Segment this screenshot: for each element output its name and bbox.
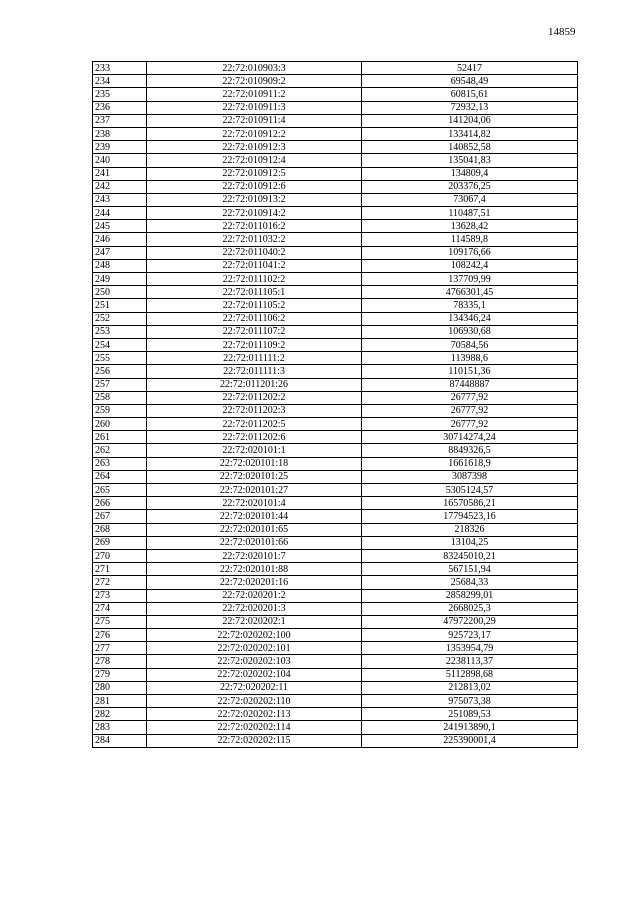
cadastral-number-cell: 22:72:011202:5 (147, 418, 362, 431)
table-row (93, 180, 578, 193)
value-cell: 5305124,57 (362, 484, 578, 497)
cadastral-number-cell: 22:72:020202:104 (147, 668, 362, 681)
cadastral-number-cell: 22:72:011109:2 (147, 338, 362, 351)
table-row (93, 708, 578, 721)
cadastral-number-cell: 22:72:010912:4 (147, 154, 362, 167)
row-number-cell: 260 (93, 418, 147, 431)
table-row (93, 484, 578, 497)
row-number-cell: 264 (93, 470, 147, 483)
row-number-cell: 242 (93, 180, 147, 193)
cadastral-number-cell: 22:72:020202:101 (147, 642, 362, 655)
cadastral-number-cell: 22:72:011032:2 (147, 233, 362, 246)
row-number-cell: 253 (93, 325, 147, 338)
value-cell: 113988,6 (362, 352, 578, 365)
row-number-cell: 265 (93, 484, 147, 497)
table-body (93, 62, 578, 748)
value-cell: 133414,82 (362, 127, 578, 140)
table-row (93, 510, 578, 523)
value-cell: 110487,51 (362, 207, 578, 220)
value-cell: 25684,33 (362, 576, 578, 589)
value-cell: 13628,42 (362, 220, 578, 233)
table-row (93, 734, 578, 747)
cadastral-number-cell: 22:72:011111:3 (147, 365, 362, 378)
row-number-cell: 261 (93, 431, 147, 444)
value-cell: 47972200,29 (362, 615, 578, 628)
row-number-cell: 248 (93, 259, 147, 272)
value-cell: 78335,1 (362, 299, 578, 312)
cadastral-number-cell: 22:72:020202:115 (147, 734, 362, 747)
table-row (93, 312, 578, 325)
table-row (93, 629, 578, 642)
value-cell: 26777,92 (362, 418, 578, 431)
row-number-cell: 276 (93, 629, 147, 642)
table-row (93, 721, 578, 734)
table-row (93, 101, 578, 114)
cadastral-number-cell: 22:72:010909:2 (147, 75, 362, 88)
value-cell: 8849326,5 (362, 444, 578, 457)
table-row (93, 259, 578, 272)
table-row (93, 642, 578, 655)
cadastral-number-cell: 22:72:020101:27 (147, 484, 362, 497)
row-number-cell: 274 (93, 602, 147, 615)
row-number-cell: 269 (93, 536, 147, 549)
value-cell: 218326 (362, 523, 578, 536)
row-number-cell: 257 (93, 378, 147, 391)
row-number-cell: 272 (93, 576, 147, 589)
cadastral-number-cell: 22:72:010912:2 (147, 127, 362, 140)
page-number: 14859 (548, 26, 576, 38)
value-cell: 108242,4 (362, 259, 578, 272)
cadastral-number-cell: 22:72:010912:6 (147, 180, 362, 193)
cadastral-number-cell: 22:72:020202:100 (147, 629, 362, 642)
cadastral-number-cell: 22:72:020202:103 (147, 655, 362, 668)
cadastral-number-cell: 22:72:011202:2 (147, 391, 362, 404)
value-cell: 2858299,01 (362, 589, 578, 602)
value-cell: 975073,38 (362, 695, 578, 708)
row-number-cell: 256 (93, 365, 147, 378)
value-cell: 70584,56 (362, 338, 578, 351)
table-row (93, 404, 578, 417)
cadastral-number-cell: 22:72:011111:2 (147, 352, 362, 365)
row-number-cell: 278 (93, 655, 147, 668)
value-cell: 1661618,9 (362, 457, 578, 470)
cadastral-number-cell: 22:72:010911:2 (147, 88, 362, 101)
table-row (93, 114, 578, 127)
value-cell: 203376,25 (362, 180, 578, 193)
table-row (93, 444, 578, 457)
table-row (93, 246, 578, 259)
cadastral-number-cell: 22:72:011106:2 (147, 312, 362, 325)
cadastral-number-cell: 22:72:010913:2 (147, 193, 362, 206)
row-number-cell: 282 (93, 708, 147, 721)
cadastral-number-cell: 22:72:020101:65 (147, 523, 362, 536)
row-number-cell: 235 (93, 88, 147, 101)
cadastral-number-cell: 22:72:020202:11 (147, 681, 362, 694)
table-row (93, 220, 578, 233)
value-cell: 13104,25 (362, 536, 578, 549)
table-row (93, 615, 578, 628)
cadastral-number-cell: 22:72:010914:2 (147, 207, 362, 220)
value-cell: 925723,17 (362, 629, 578, 642)
value-cell: 141204,06 (362, 114, 578, 127)
value-cell: 3087398 (362, 470, 578, 483)
value-cell: 26777,92 (362, 391, 578, 404)
value-cell: 5112898,68 (362, 668, 578, 681)
table-row (93, 589, 578, 602)
value-cell: 16570586,21 (362, 497, 578, 510)
table-row (93, 325, 578, 338)
cadastral-value-table (92, 61, 578, 748)
row-number-cell: 263 (93, 457, 147, 470)
row-number-cell: 234 (93, 75, 147, 88)
row-number-cell: 270 (93, 549, 147, 562)
cadastral-number-cell: 22:72:010903:3 (147, 62, 362, 75)
table-row (93, 233, 578, 246)
row-number-cell: 259 (93, 404, 147, 417)
value-cell: 60815,61 (362, 88, 578, 101)
row-number-cell: 240 (93, 154, 147, 167)
table-row (93, 378, 578, 391)
value-cell: 83245010,21 (362, 549, 578, 562)
table-row (93, 88, 578, 101)
row-number-cell: 267 (93, 510, 147, 523)
cadastral-number-cell: 22:72:020202:113 (147, 708, 362, 721)
table-row (93, 457, 578, 470)
row-number-cell: 254 (93, 338, 147, 351)
cadastral-number-cell: 22:72:011202:6 (147, 431, 362, 444)
value-cell: 134809,4 (362, 167, 578, 180)
table-row (93, 167, 578, 180)
table-row (93, 299, 578, 312)
table-row (93, 127, 578, 140)
table-row (93, 286, 578, 299)
table-row (93, 536, 578, 549)
table-row (93, 523, 578, 536)
row-number-cell: 251 (93, 299, 147, 312)
table-row (93, 352, 578, 365)
value-cell: 114589,8 (362, 233, 578, 246)
row-number-cell: 244 (93, 207, 147, 220)
row-number-cell: 281 (93, 695, 147, 708)
row-number-cell: 280 (93, 681, 147, 694)
table-row (93, 563, 578, 576)
value-cell: 72932,13 (362, 101, 578, 114)
row-number-cell: 249 (93, 273, 147, 286)
row-number-cell: 284 (93, 734, 147, 747)
row-number-cell: 243 (93, 193, 147, 206)
table-row (93, 391, 578, 404)
value-cell: 87448887 (362, 378, 578, 391)
table-row (93, 549, 578, 562)
value-cell: 135041,83 (362, 154, 578, 167)
cadastral-number-cell: 22:72:020201:2 (147, 589, 362, 602)
cadastral-number-cell: 22:72:010912:5 (147, 167, 362, 180)
row-number-cell: 239 (93, 141, 147, 154)
value-cell: 26777,92 (362, 404, 578, 417)
cadastral-number-cell: 22:72:020201:16 (147, 576, 362, 589)
row-number-cell: 233 (93, 62, 147, 75)
table-row (93, 431, 578, 444)
cadastral-number-cell: 22:72:011201:26 (147, 378, 362, 391)
table-row (93, 154, 578, 167)
value-cell: 212813,02 (362, 681, 578, 694)
row-number-cell: 246 (93, 233, 147, 246)
cadastral-number-cell: 22:72:011107:2 (147, 325, 362, 338)
value-cell: 106930,68 (362, 325, 578, 338)
cadastral-number-cell: 22:72:020202:1 (147, 615, 362, 628)
cadastral-number-cell: 22:72:010911:4 (147, 114, 362, 127)
table-row (93, 338, 578, 351)
table-row (93, 75, 578, 88)
cadastral-number-cell: 22:72:020201:3 (147, 602, 362, 615)
table-row (93, 497, 578, 510)
table-row (93, 681, 578, 694)
row-number-cell: 262 (93, 444, 147, 457)
row-number-cell: 245 (93, 220, 147, 233)
table-row (93, 365, 578, 378)
table-row (93, 141, 578, 154)
cadastral-number-cell: 22:72:020101:18 (147, 457, 362, 470)
value-cell: 225390001,4 (362, 734, 578, 747)
cadastral-number-cell: 22:72:020101:1 (147, 444, 362, 457)
row-number-cell: 283 (93, 721, 147, 734)
value-cell: 69548,49 (362, 75, 578, 88)
value-cell: 109176,66 (362, 246, 578, 259)
table-row (93, 193, 578, 206)
row-number-cell: 236 (93, 101, 147, 114)
row-number-cell: 266 (93, 497, 147, 510)
row-number-cell: 258 (93, 391, 147, 404)
cadastral-number-cell: 22:72:020101:88 (147, 563, 362, 576)
cadastral-number-cell: 22:72:020202:114 (147, 721, 362, 734)
row-number-cell: 268 (93, 523, 147, 536)
cadastral-number-cell: 22:72:010912:3 (147, 141, 362, 154)
row-number-cell: 237 (93, 114, 147, 127)
cadastral-number-cell: 22:72:020101:44 (147, 510, 362, 523)
value-cell: 567151,94 (362, 563, 578, 576)
value-cell: 4766301,45 (362, 286, 578, 299)
row-number-cell: 238 (93, 127, 147, 140)
row-number-cell: 275 (93, 615, 147, 628)
value-cell: 2668025,3 (362, 602, 578, 615)
table-row (93, 655, 578, 668)
value-cell: 2238113,37 (362, 655, 578, 668)
cadastral-number-cell: 22:72:011040:2 (147, 246, 362, 259)
table-row (93, 576, 578, 589)
table-row (93, 273, 578, 286)
cadastral-number-cell: 22:72:011202:3 (147, 404, 362, 417)
table-row (93, 207, 578, 220)
cadastral-number-cell: 22:72:020101:25 (147, 470, 362, 483)
cadastral-number-cell: 22:72:020101:4 (147, 497, 362, 510)
table-row (93, 62, 578, 75)
value-cell: 110151,36 (362, 365, 578, 378)
value-cell: 73067,4 (362, 193, 578, 206)
row-number-cell: 250 (93, 286, 147, 299)
cadastral-number-cell: 22:72:020101:7 (147, 549, 362, 562)
row-number-cell: 255 (93, 352, 147, 365)
cadastral-number-cell: 22:72:011041:2 (147, 259, 362, 272)
row-number-cell: 247 (93, 246, 147, 259)
table-row (93, 470, 578, 483)
value-cell: 251089,53 (362, 708, 578, 721)
value-cell: 52417 (362, 62, 578, 75)
cadastral-number-cell: 22:72:011102:2 (147, 273, 362, 286)
cadastral-number-cell: 22:72:011105:2 (147, 299, 362, 312)
row-number-cell: 241 (93, 167, 147, 180)
row-number-cell: 271 (93, 563, 147, 576)
table-row (93, 602, 578, 615)
value-cell: 241913890,1 (362, 721, 578, 734)
value-cell: 30714274,24 (362, 431, 578, 444)
cadastral-number-cell: 22:72:010911:3 (147, 101, 362, 114)
row-number-cell: 252 (93, 312, 147, 325)
row-number-cell: 273 (93, 589, 147, 602)
value-cell: 1353954,79 (362, 642, 578, 655)
cadastral-number-cell: 22:72:011105:1 (147, 286, 362, 299)
table-row (93, 668, 578, 681)
value-cell: 134346,24 (362, 312, 578, 325)
row-number-cell: 279 (93, 668, 147, 681)
cadastral-number-cell: 22:72:011016:2 (147, 220, 362, 233)
table-row (93, 695, 578, 708)
row-number-cell: 277 (93, 642, 147, 655)
value-cell: 140852,58 (362, 141, 578, 154)
cadastral-number-cell: 22:72:020202:110 (147, 695, 362, 708)
table-row (93, 418, 578, 431)
cadastral-number-cell: 22:72:020101:66 (147, 536, 362, 549)
value-cell: 137709,99 (362, 273, 578, 286)
value-cell: 17794523,16 (362, 510, 578, 523)
